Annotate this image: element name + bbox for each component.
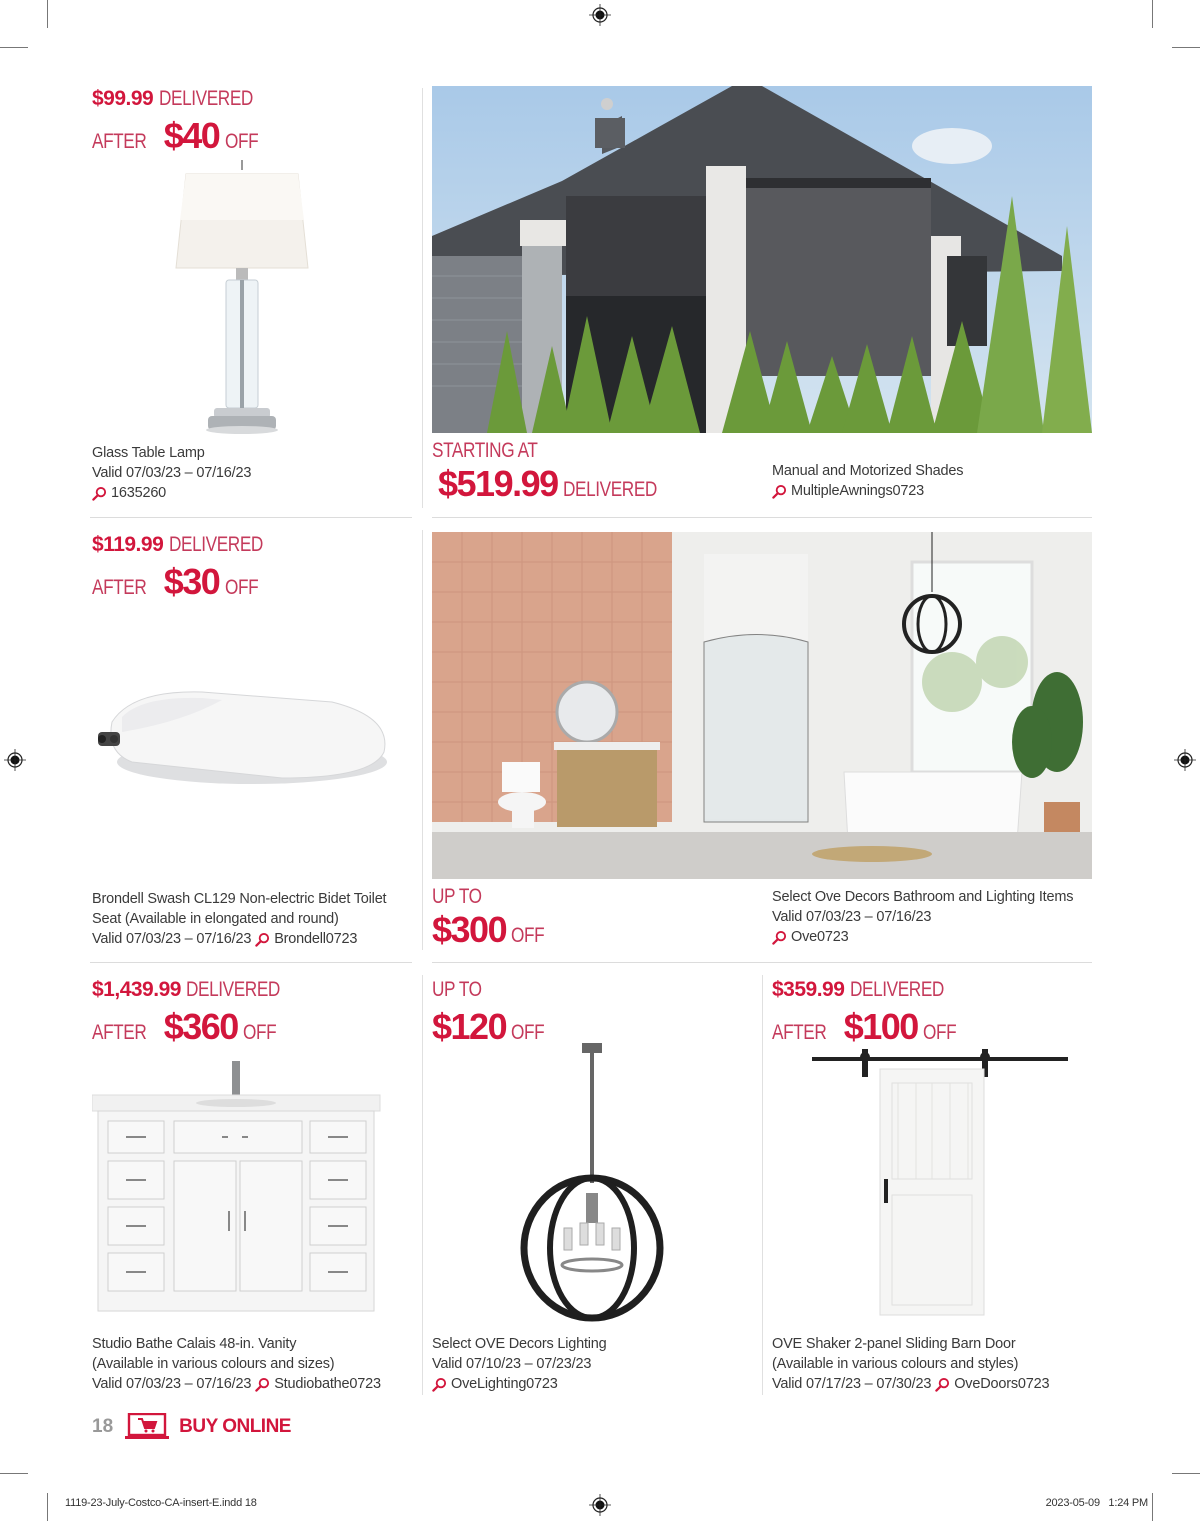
registration-mark-icon (589, 1494, 611, 1516)
house-shades-image (432, 86, 1092, 433)
valid-dates: Valid 07/17/23 – 07/30/23 (772, 1376, 932, 1392)
up-to-text: UP TO (432, 978, 482, 1001)
search-icon (92, 486, 107, 501)
crop-mark (1152, 1493, 1153, 1521)
up-to-label (432, 977, 752, 1003)
product-description (772, 1334, 1049, 1394)
off-label: OFF (243, 1021, 277, 1044)
product-title: Select Ove Decors Bathroom and Lighting Items (772, 889, 1074, 905)
product-title: Manual and Motorized Shades (772, 463, 964, 479)
discount-amount: $360 (163, 1006, 238, 1047)
price-delivered (92, 86, 412, 112)
pendant-light-image (512, 1043, 672, 1323)
buy-online-label[interactable]: BUY ONLINE (179, 1416, 291, 1437)
product-title: Studio Bathe Calais 48-in. Vanity (92, 1336, 297, 1352)
search-code[interactable]: OveLighting0723 (451, 1376, 558, 1392)
discount-amount: $30 (163, 561, 220, 602)
price-value: $1,439.99 (92, 978, 181, 1001)
product-title: Glass Table Lamp (92, 445, 205, 461)
off-label: OFF (224, 576, 258, 599)
price-delivered (92, 532, 412, 558)
crop-mark (0, 1473, 28, 1474)
crop-mark (1172, 47, 1200, 48)
crop-mark (0, 47, 28, 48)
price-block (432, 884, 552, 956)
registration-mark-icon (589, 4, 611, 26)
after-label: AFTER (772, 1021, 827, 1044)
search-icon (772, 930, 787, 945)
search-code[interactable]: MultipleAwnings0723 (791, 483, 924, 499)
page-number: 18 (92, 1416, 114, 1437)
product-description (772, 887, 1073, 947)
delivered-label: DELIVERED (849, 978, 944, 1001)
crop-mark (47, 0, 48, 28)
price-delivered (92, 977, 412, 1003)
registration-mark-icon (1174, 749, 1196, 771)
valid-dates: Valid 07/10/23 – 07/23/23 (432, 1356, 592, 1372)
row-divider (90, 962, 412, 963)
product-description (92, 889, 386, 949)
price-delivered (772, 977, 1092, 1003)
valid-dates: Valid 07/03/23 – 07/16/23 (92, 465, 252, 481)
search-code-row[interactable] (772, 481, 963, 501)
valid-search-row (92, 929, 386, 949)
valid-dates: Valid 07/03/23 – 07/16/23 (772, 909, 932, 925)
product-lamp[interactable] (92, 86, 412, 506)
search-icon (255, 932, 270, 947)
barn-door-image (812, 1049, 1072, 1319)
row-divider (432, 962, 1092, 963)
search-icon (772, 484, 787, 499)
search-code[interactable]: Ove0723 (791, 929, 849, 945)
product-description (432, 1334, 607, 1394)
starting-at-label (432, 438, 678, 464)
search-code-row[interactable] (772, 927, 1073, 947)
column-divider (762, 975, 763, 1395)
price-block (432, 438, 678, 510)
discount-line (92, 115, 412, 160)
up-to-label (432, 884, 552, 910)
product-bathroom[interactable] (432, 532, 1092, 952)
laptop-cart-icon (125, 1413, 169, 1441)
up-to-text: UP TO (432, 885, 482, 908)
delivered-label: DELIVERED (562, 478, 657, 501)
bathroom-scene-image (432, 532, 1092, 879)
vanity-image (92, 1061, 382, 1316)
discount-amount: $300 (432, 909, 507, 950)
discount-line (92, 561, 412, 606)
valid-search-row (92, 1374, 381, 1394)
row-divider (90, 517, 412, 518)
off-label: OFF (923, 1021, 957, 1044)
product-bidet[interactable] (92, 532, 412, 952)
crop-mark (1172, 1473, 1200, 1474)
column-divider (422, 530, 423, 950)
search-code-row[interactable] (92, 483, 251, 503)
price-delivered (438, 464, 678, 510)
valid-search-row (772, 1374, 1049, 1394)
bidet-seat-image (92, 682, 392, 802)
product-vanity[interactable] (92, 977, 412, 1397)
column-divider (422, 88, 423, 508)
product-subtitle: (Available in various colours and sizes) (92, 1356, 335, 1372)
discount-amount: $120 (432, 1006, 507, 1047)
price-value: $519.99 (438, 463, 558, 504)
search-icon (255, 1377, 270, 1392)
discount-line (92, 1006, 412, 1051)
search-code[interactable]: OveDoors0723 (954, 1376, 1050, 1392)
product-title: Brondell Swash CL129 Non-electric Bidet Toilet (92, 891, 387, 907)
product-subtitle: Seat (Available in elongated and round) (92, 911, 339, 927)
off-label: OFF (511, 924, 545, 947)
page-footer (92, 1410, 291, 1444)
product-title: OVE Shaker 2-panel Sliding Barn Door (772, 1336, 1016, 1352)
valid-dates: Valid 07/03/23 – 07/16/23 (92, 1376, 252, 1392)
search-code[interactable]: Studiobathe0723 (274, 1376, 381, 1392)
product-lighting[interactable] (432, 977, 752, 1397)
search-code[interactable]: 1635260 (111, 485, 167, 501)
product-shades[interactable] (432, 86, 1092, 506)
product-description (772, 461, 963, 501)
delivered-label: DELIVERED (186, 978, 281, 1001)
slug-timestamp: 2023-05-09 1:24 PM (1045, 1497, 1148, 1509)
off-label: OFF (224, 130, 258, 153)
starting-at-text: STARTING AT (432, 439, 538, 462)
after-label: AFTER (92, 576, 147, 599)
delivered-label: DELIVERED (168, 533, 263, 556)
search-icon (432, 1377, 447, 1392)
crop-mark (1152, 0, 1153, 28)
buy-online-link[interactable] (125, 1413, 291, 1441)
product-subtitle: (Available in various colours and styles) (772, 1356, 1019, 1372)
price-value: $119.99 (92, 533, 164, 556)
after-label: AFTER (92, 130, 147, 153)
product-description (92, 1334, 381, 1394)
price-value: $359.99 (772, 978, 845, 1001)
price-value: $99.99 (92, 87, 154, 110)
row-divider (432, 517, 1092, 518)
discount-line (772, 1006, 1092, 1051)
discount-line (432, 910, 552, 956)
discount-amount: $40 (163, 115, 220, 156)
product-title: Select OVE Decors Lighting (432, 1336, 607, 1352)
crop-mark (47, 1493, 48, 1521)
search-icon (935, 1377, 950, 1392)
off-label: OFF (511, 1021, 545, 1044)
discount-amount: $100 (843, 1006, 918, 1047)
search-code[interactable]: Brondell0723 (274, 931, 358, 947)
column-divider (422, 975, 423, 1395)
product-description (92, 443, 251, 503)
table-lamp-image (152, 160, 332, 440)
product-barn-door[interactable] (772, 977, 1092, 1397)
slug-filename: 1119-23-July-Costco-CA-insert-E.indd 18 (65, 1497, 257, 1509)
delivered-label: DELIVERED (158, 87, 253, 110)
after-label: AFTER (92, 1021, 147, 1044)
valid-dates: Valid 07/03/23 – 07/16/23 (92, 931, 252, 947)
registration-mark-icon (4, 749, 26, 771)
search-code-row[interactable] (432, 1374, 607, 1394)
